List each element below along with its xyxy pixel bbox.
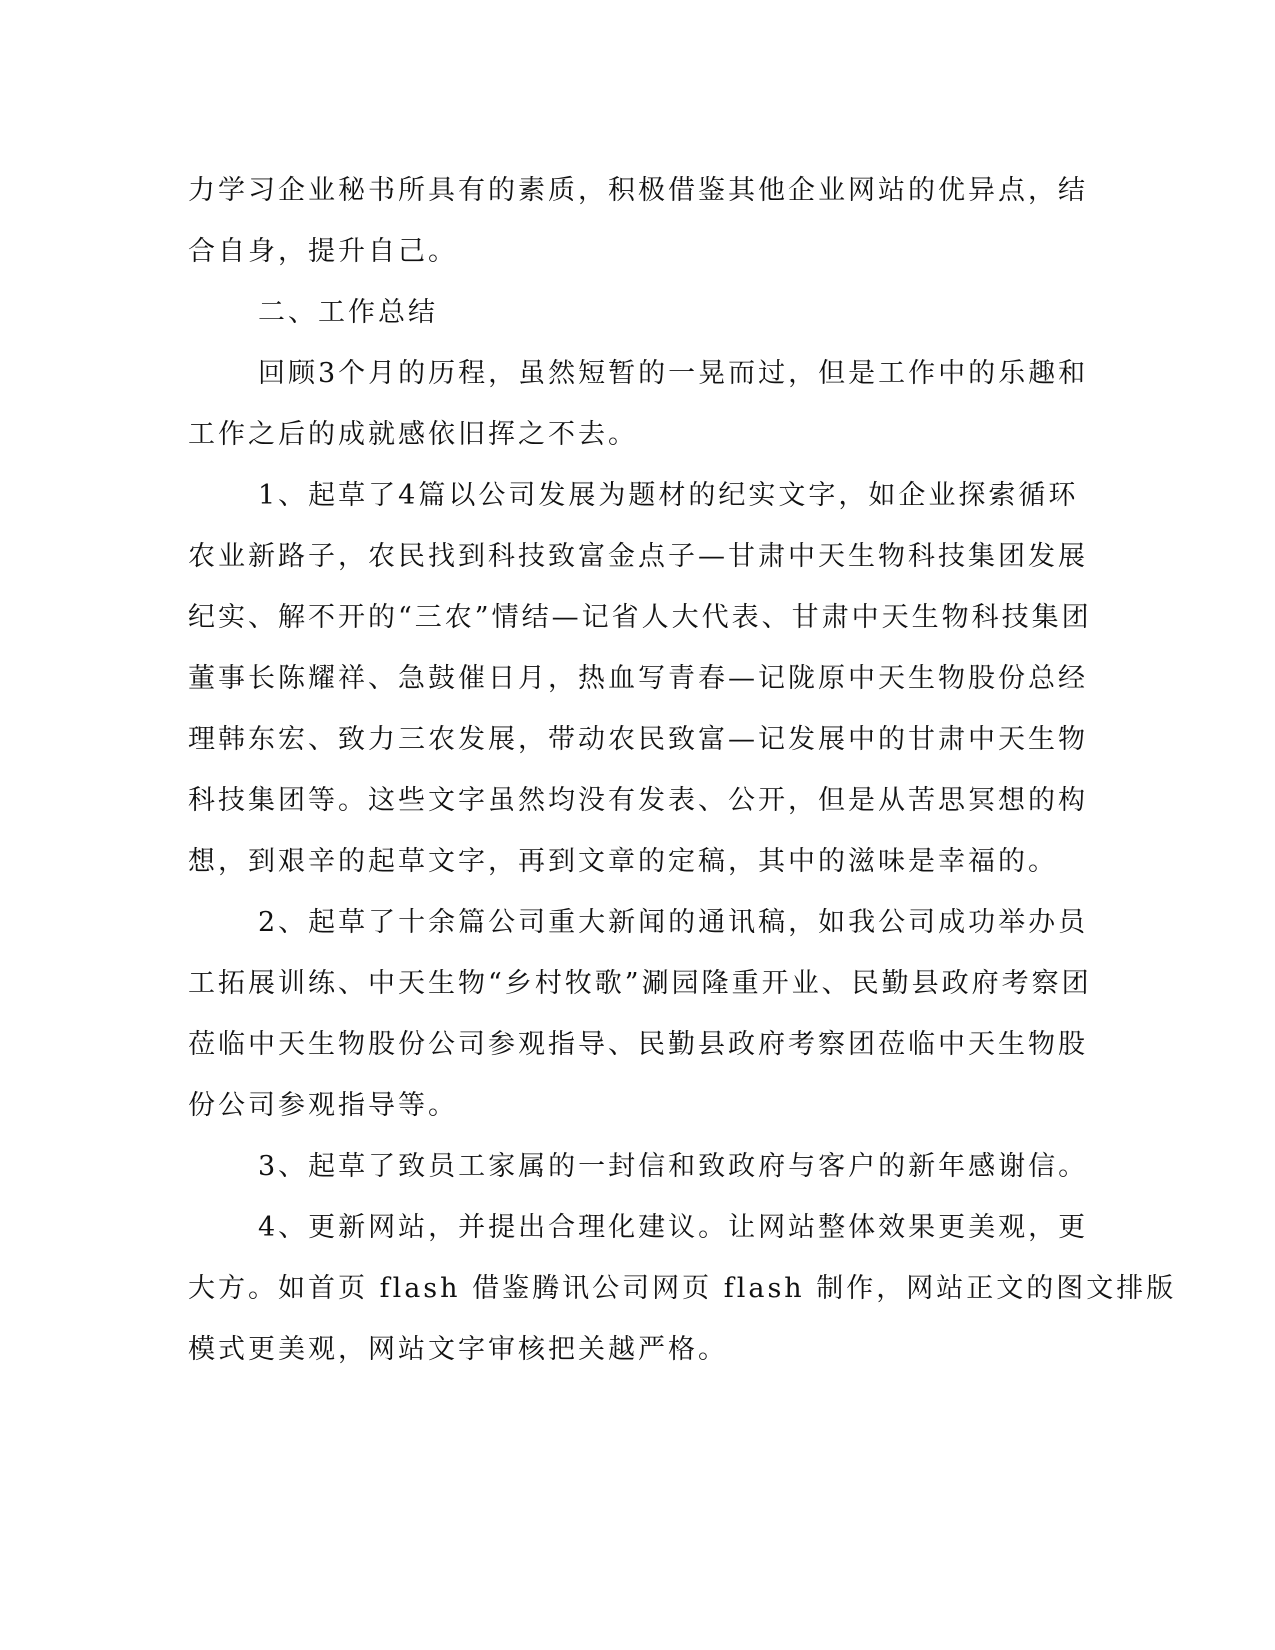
text-line: 农业新路子，农民找到科技致富金点子—甘肃中天生物科技集团发展 bbox=[188, 541, 1088, 572]
text-line: 回顾3个月的历程，虽然短暂的一晃而过，但是工作中的乐趣和 bbox=[258, 358, 1089, 389]
list-item-1: 1、起草了4篇以公司发展为题材的纪实文字，如企业探索循环 bbox=[258, 480, 1079, 511]
text-line: 科技集团等。这些文字虽然均没有发表、公开，但是从苦思冥想的构 bbox=[188, 785, 1088, 816]
text-line: 合自身，提升自己。 bbox=[188, 236, 458, 267]
list-item-2: 2、起草了十余篇公司重大新闻的通讯稿，如我公司成功举办员 bbox=[258, 907, 1089, 938]
list-item-3: 3、起草了致员工家属的一封信和致政府与客户的新年感谢信。 bbox=[258, 1151, 1089, 1182]
section-heading: 二、工作总结 bbox=[258, 297, 438, 328]
text-line: 份公司参观指导等。 bbox=[188, 1090, 458, 1121]
document-body bbox=[188, 160, 1177, 1380]
text-line: 莅临中天生物股份公司参观指导、民勤县政府考察团莅临中天生物股 bbox=[188, 1029, 1088, 1060]
text-line: 大方。如首页 flash 借鉴腾讯公司网页 flash 制作，网站正文的图文排版 bbox=[188, 1273, 1177, 1304]
text-line: 工作之后的成就感依旧挥之不去。 bbox=[188, 419, 638, 450]
text-line: 纪实、解不开的“三农”情结—记省人大代表、甘肃中天生物科技集团 bbox=[188, 602, 1092, 633]
list-item-4: 4、更新网站，并提出合理化建议。让网站整体效果更美观，更 bbox=[258, 1212, 1089, 1243]
text-line: 理韩东宏、致力三农发展，带动农民致富—记发展中的甘肃中天生物 bbox=[188, 724, 1088, 755]
text-line: 董事长陈耀祥、急鼓催日月，热血写青春—记陇原中天生物股份总经 bbox=[188, 663, 1088, 694]
text-line: 力学习企业秘书所具有的素质，积极借鉴其他企业网站的优异点，结 bbox=[188, 175, 1088, 206]
text-line: 模式更美观，网站文字审核把关越严格。 bbox=[188, 1334, 728, 1365]
text-line: 工拓展训练、中天生物“乡村牧歌”涮园隆重开业、民勤县政府考察团 bbox=[188, 968, 1092, 999]
text-line: 想，到艰辛的起草文字，再到文章的定稿，其中的滋味是幸福的。 bbox=[188, 846, 1058, 877]
